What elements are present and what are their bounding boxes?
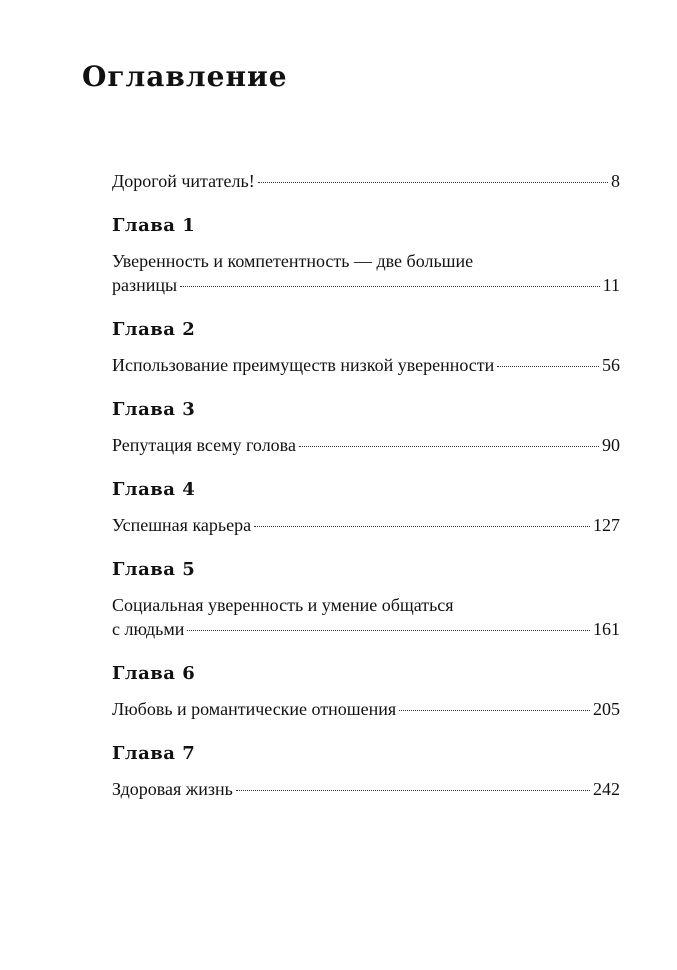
chapter-title-line: Уверенность и компетентность — две большие: [112, 251, 474, 271]
toc-entry: [112, 433, 620, 457]
toc-entry: [112, 697, 620, 721]
toc-page-number: 205: [593, 699, 620, 719]
toc-chapter-1: [112, 215, 620, 297]
dot-leader: [236, 790, 590, 791]
chapter-heading: Глава 5: [112, 559, 196, 580]
dot-leader: [497, 366, 599, 367]
toc-entry: [112, 513, 620, 537]
toc-entry: [112, 353, 620, 377]
toc-entry: [112, 617, 620, 641]
dot-leader: [299, 446, 599, 447]
dot-leader: [187, 630, 590, 631]
page-title: Оглавление: [82, 60, 288, 93]
chapter-heading: Глава 1: [112, 215, 196, 236]
toc-chapter-2: [112, 319, 620, 377]
chapter-heading: Глава 6: [112, 663, 196, 684]
chapter-heading: Глава 7: [112, 743, 196, 764]
toc-page-number: 127: [593, 515, 620, 535]
toc-entry-label: Успешная карьера: [112, 515, 252, 535]
toc-entry-label: с людьми: [112, 619, 185, 639]
dot-leader: [258, 182, 608, 183]
toc-page-number: 161: [593, 619, 620, 639]
toc-entry-preamble: [112, 169, 620, 193]
toc-chapter-4: [112, 479, 620, 537]
chapter-title-line: Социальная уверенность и умение общаться: [112, 595, 454, 615]
chapter-heading: Глава 4: [112, 479, 196, 500]
toc-entry: [112, 777, 620, 801]
toc-chapter-3: [112, 399, 620, 457]
toc-page-number: 242: [593, 779, 620, 799]
dot-leader: [180, 286, 600, 287]
toc-page-number: 90: [602, 435, 620, 455]
chapter-heading: Глава 3: [112, 399, 196, 420]
chapter-heading: Глава 2: [112, 319, 196, 340]
toc-entry-label: Дорогой читатель!: [112, 171, 255, 191]
toc-chapter-5: [112, 559, 620, 641]
toc-page-number: 11: [602, 275, 620, 295]
toc-entry-label: разницы: [112, 275, 178, 295]
toc-entry-label: Здоровая жизнь: [112, 779, 233, 799]
toc-entry-label: Любовь и романтические отношения: [112, 699, 397, 719]
dot-leader: [399, 710, 590, 711]
dot-leader: [254, 526, 590, 527]
toc-entry-label: Использование преимуществ низкой уверенности: [112, 355, 495, 375]
table-of-contents: [112, 163, 620, 801]
toc-page-number: 56: [602, 355, 620, 375]
toc-chapter-6: [112, 663, 620, 721]
toc-chapter-7: [112, 743, 620, 801]
toc-entry-label: Репутация всему голова: [112, 435, 296, 455]
toc-page-number: 8: [611, 171, 620, 191]
toc-entry: [112, 273, 620, 297]
